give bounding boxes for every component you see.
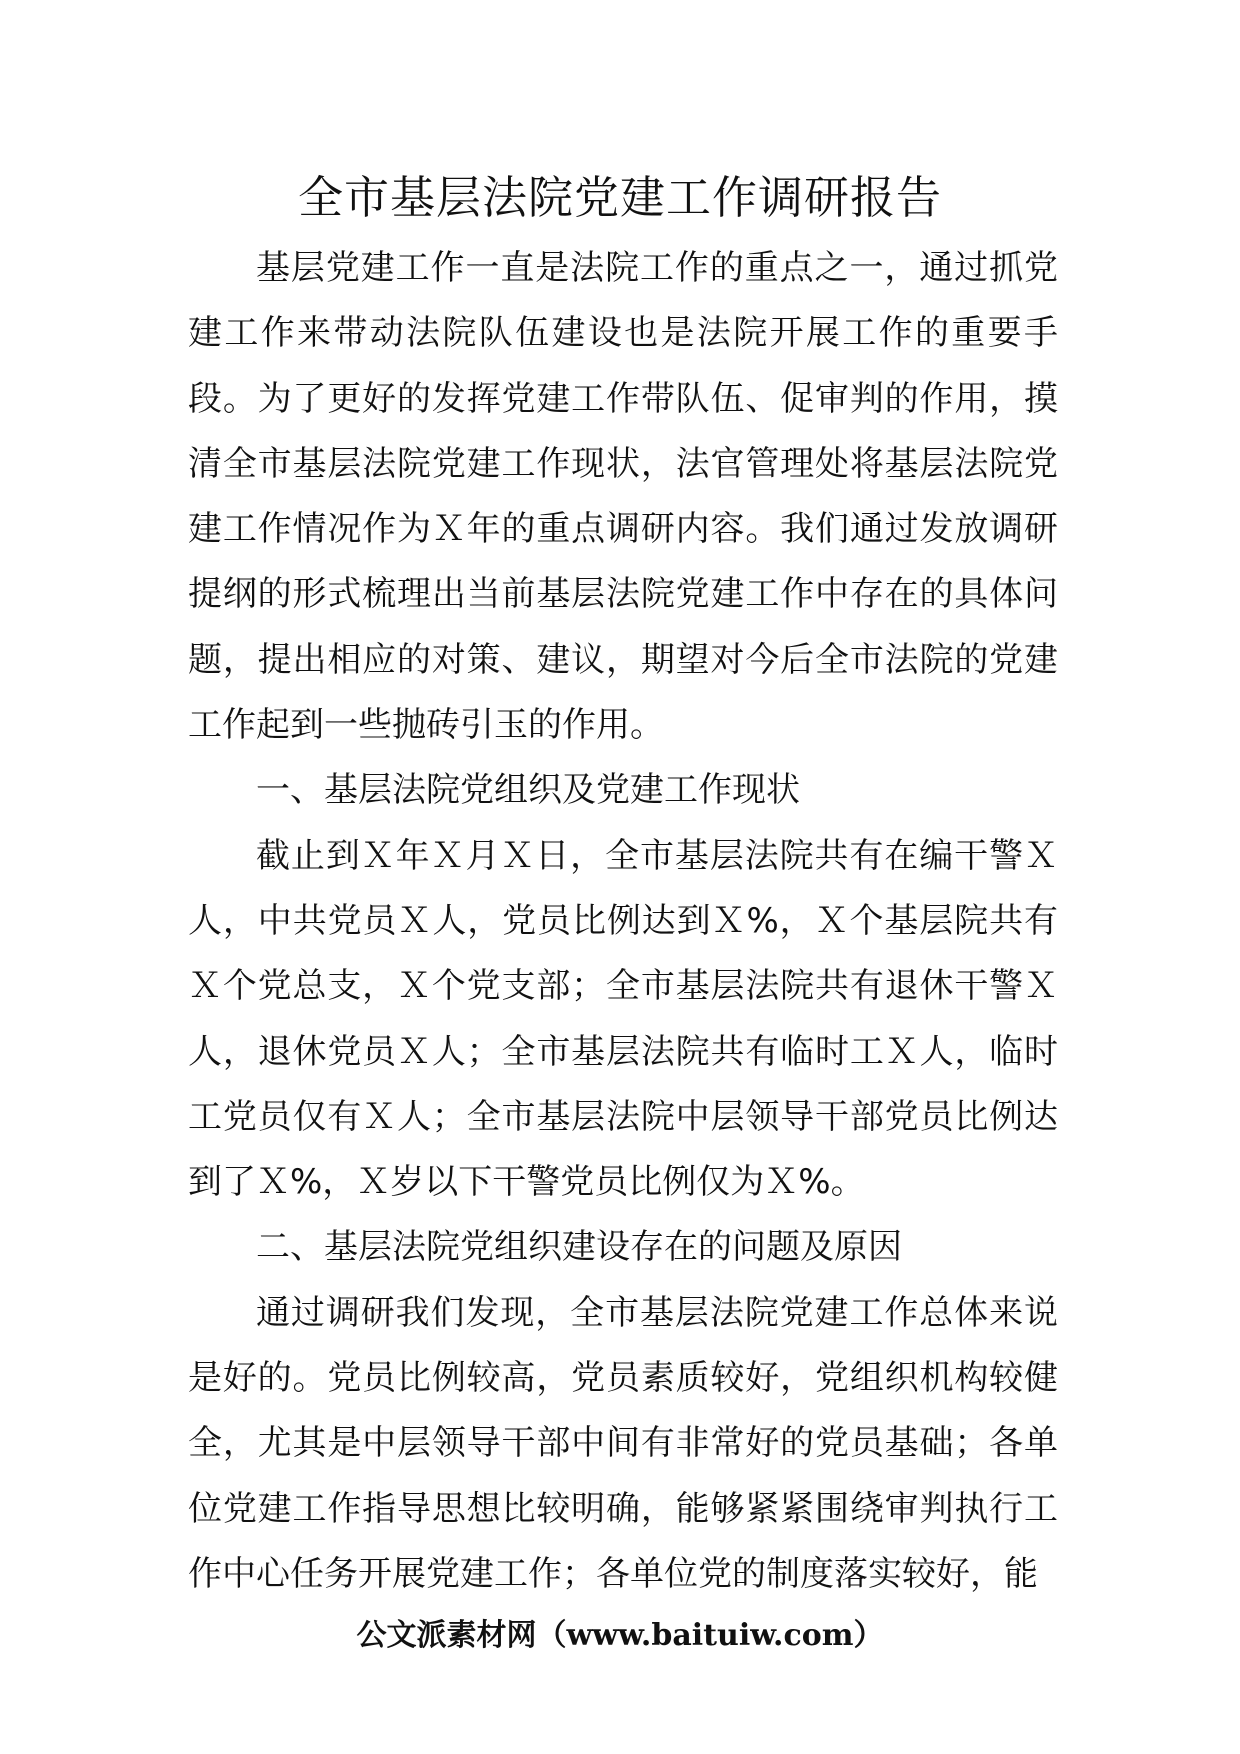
document-title: 全市基层法院党建工作调研报告 [297,171,942,224]
footer-watermark: 公文派素材网（www.baituiw.com） [356,1618,884,1653]
section-heading-2: 二、基层法院党组织建设存在的问题及原因 [256,1227,902,1268]
paragraph-current-status: 截止到Ｘ年Ｘ月Ｘ日，全市基层法院共有在编干警Ｘ人，中共党员Ｘ人，党员比例达到Ｘ%，Ｘ个基层院共有Ｘ个党总支，Ｘ个党支部；全市基层法院共有退休干警Ｘ人，退休党员Ｘ人；全市基层法院共有临时工Ｘ人，临时工党员仅有Ｘ人；全市基层法院中层领导干部党员比例达到了Ｘ%，Ｘ岁以下干警党员比例仅为Ｘ%。 [188,835,1058,1203]
document-body [188,236,1058,1607]
section-heading-1: 一、基层法院党组织及党建工作现状 [256,770,800,811]
paragraph-intro: 基层党建工作一直是法院工作的重点之一，通过抓党建工作来带动法院队伍建设也是法院开展工作的重要手段。为了更好的发挥党建工作带队伍、促审判的作用，摸清全市基层法院党建工作现状，法官管理处将基层法院党建工作情况作为Ｘ年的重点调研内容。我们通过发放调研提纲的形式梳理出当前基层法院党建工作中存在的具体问题，提出相应的对策、建议，期望对今后全市法院的党建工作起到一些抛砖引玉的作用。 [188,248,1058,746]
paragraph-findings: 通过调研我们发现，全市基层法院党建工作总体来说是好的。党员比例较高，党员素质较好，党组织机构较健全，尤其是中层领导干部中间有非常好的党员基础；各单位党建工作指导思想比较明确，能够紧紧围绕审判执行工作中心任务开展党建工作；各单位党的制度落实较好，能 [188,1292,1058,1594]
